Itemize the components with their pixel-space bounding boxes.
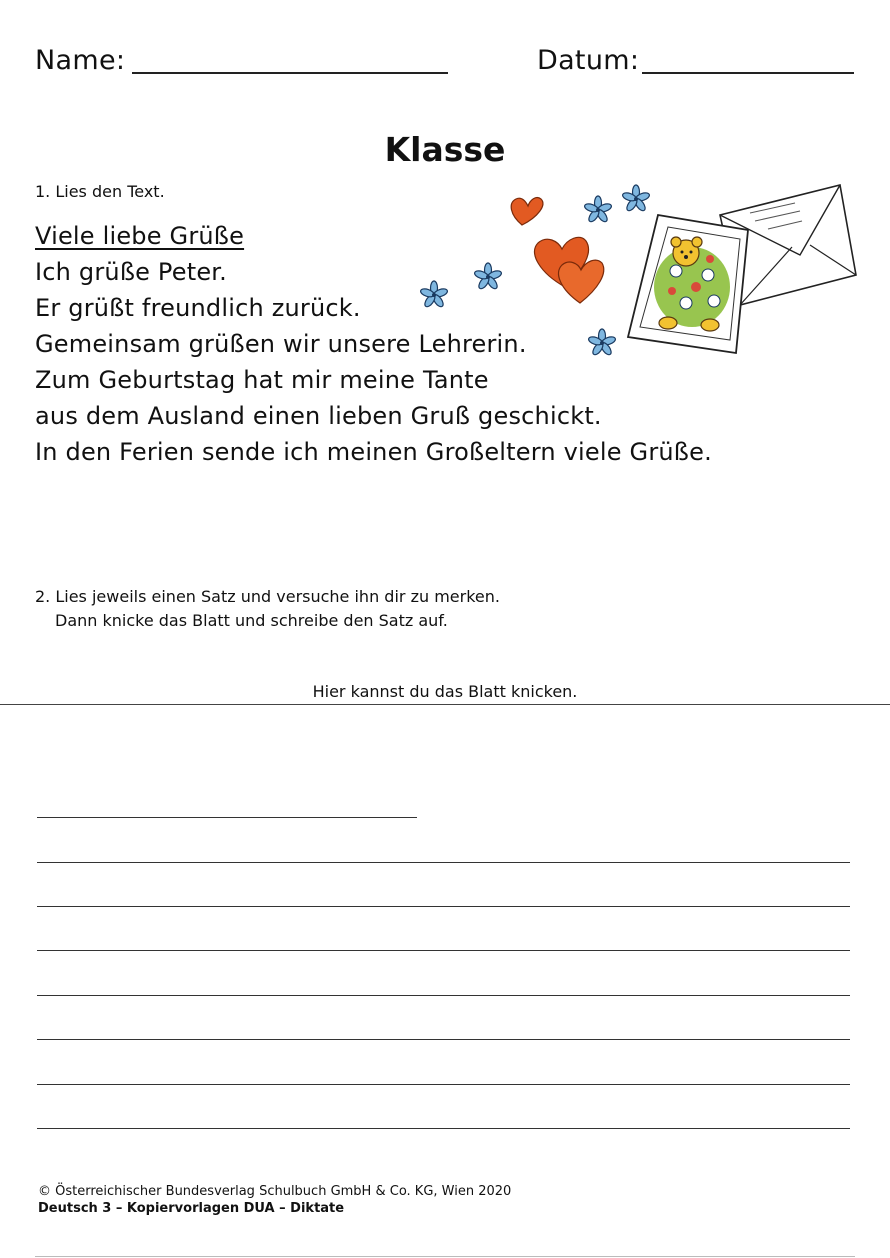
flower-icon	[420, 281, 449, 308]
name-label: Name:	[35, 45, 126, 76]
footer-copyright: © Österreichischer Bundesverlag Schulbuch GmbH & Co. KG, Wien 2020	[38, 1184, 512, 1199]
writing-line[interactable]	[37, 950, 850, 951]
writing-line[interactable]	[37, 817, 417, 818]
greeting-card-illustration	[410, 175, 860, 365]
footer-series: Deutsch 3 – Kopiervorlagen DUA – Diktate	[38, 1201, 345, 1216]
date-label: Datum:	[537, 45, 640, 76]
bottom-divider	[35, 1256, 855, 1257]
fold-line	[0, 704, 890, 705]
writing-line[interactable]	[37, 906, 850, 907]
writing-line[interactable]	[37, 1128, 850, 1129]
task-1-instruction: 1. Lies den Text.	[35, 182, 165, 201]
fold-hint: Hier kannst du das Blatt knicken.	[312, 682, 578, 701]
writing-line[interactable]	[37, 862, 850, 863]
writing-line[interactable]	[37, 1039, 850, 1040]
task-2-line: Dann knicke das Blatt und schreibe den Satz auf.	[55, 611, 448, 630]
flower-icon	[474, 263, 503, 290]
flower-icon	[588, 329, 617, 356]
poem-line: Er grüßt freundlich zurück.	[35, 294, 361, 322]
poem-line: aus dem Ausland einen lieben Gruß geschickt.	[35, 402, 602, 430]
writing-line[interactable]	[37, 1084, 850, 1085]
page-title: Klasse	[384, 130, 506, 169]
heart-icon	[511, 198, 543, 225]
name-field[interactable]	[132, 72, 448, 74]
writing-line[interactable]	[37, 995, 850, 996]
poem-line: Zum Geburtstag hat mir meine Tante	[35, 366, 489, 394]
poem-heading: Viele liebe Grüße	[35, 222, 245, 250]
task-2-line: 2. Lies jeweils einen Satz und versuche ihn dir zu merken.	[35, 587, 500, 606]
flower-icon	[622, 185, 651, 212]
birthday-card-icon	[628, 215, 748, 353]
poem-line: Gemeinsam grüßen wir unsere Lehrerin.	[35, 330, 527, 358]
poem-line: Ich grüße Peter.	[35, 258, 227, 286]
date-field[interactable]	[642, 72, 854, 74]
flower-icon	[584, 196, 613, 223]
task-2-instruction	[35, 585, 500, 633]
poem-line: In den Ferien sende ich meinen Großeltern viele Grüße.	[35, 438, 712, 466]
footer	[38, 1183, 511, 1217]
